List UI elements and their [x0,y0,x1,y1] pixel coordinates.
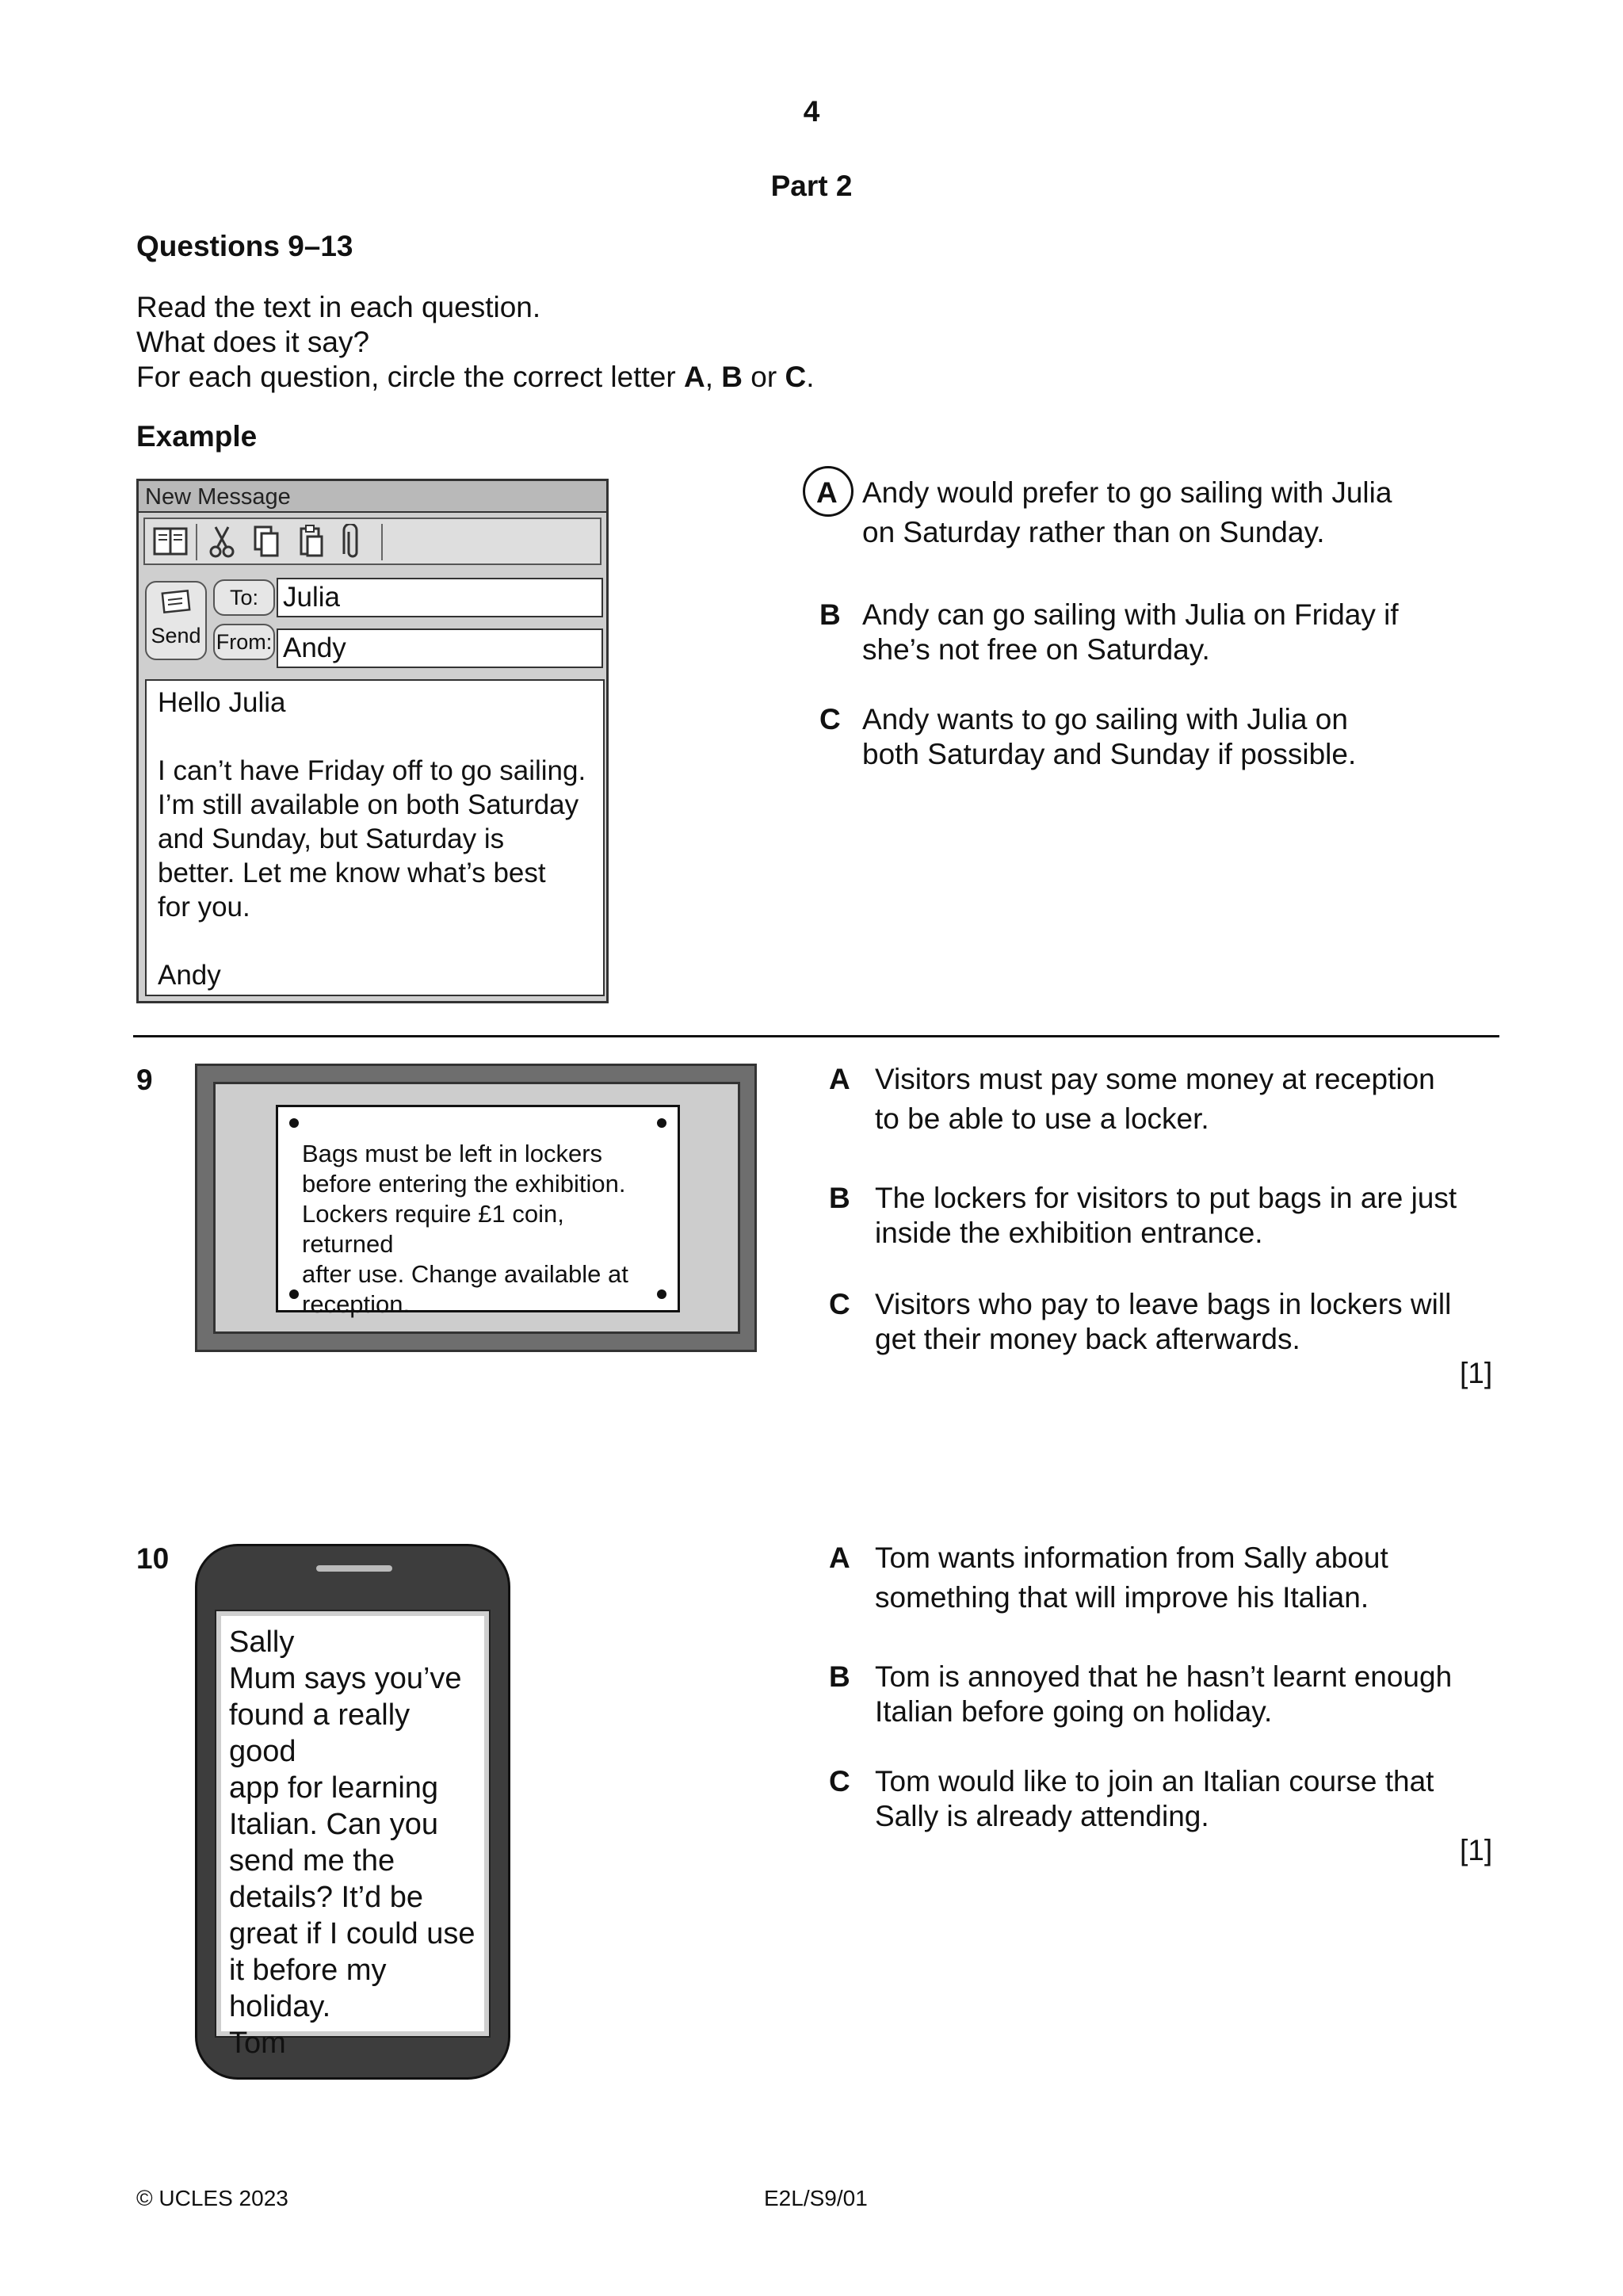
instruction-line: Read the text in each question. [136,291,541,323]
footer-code: E2L/S9/01 [764,2186,868,2210]
mark-allocation: [1] [1460,1834,1493,1866]
email-body-line [158,720,592,754]
address-book-icon [148,524,193,560]
scissors-icon [202,524,242,560]
to-field[interactable]: Julia [277,578,603,617]
example-label: Example [136,420,258,453]
send-icon [147,587,205,622]
speaker-icon [316,1565,392,1572]
send-label: Send [151,624,201,648]
email-body-line: I’m still available on both Saturday [158,789,579,820]
email-body-line: and Sunday, but Saturday is [158,823,505,854]
mark-allocation: [1] [1460,1357,1493,1389]
phone-screen [215,1610,491,2060]
question-number: 9 [136,1064,153,1096]
page-number: 4 [803,95,820,128]
email-body-line [158,924,592,958]
from-field[interactable]: Andy [277,628,603,668]
toolbar-separator [381,524,383,560]
pin-icon [657,1118,666,1128]
notice-text: Bags must be left in lockers before entering the exhibition. Lockers require £1 coin, returned after use. Change available at reception. [276,1105,680,1312]
instructions [136,290,814,395]
email-body-line: for you. [158,892,250,923]
pin-icon [657,1289,666,1299]
pin-icon [289,1118,299,1128]
email-body-line: better. Let me know what’s best [158,858,546,888]
email-body-line: Hello Julia [158,687,286,718]
phone [195,1544,510,2080]
instruction-line: What does it say? [136,326,370,358]
from-label: From: [213,624,275,660]
instruction-line: For each question, circle the correct letter A, B or C. [136,361,815,393]
email-title: New Message [139,481,606,513]
divider [133,1035,1499,1037]
toolbar-separator [196,524,197,560]
email-body-line: I can’t have Friday off to go sailing. [158,755,586,786]
email-body[interactable] [145,679,605,996]
paste-icon [291,524,330,560]
copy-icon [246,524,286,560]
part-heading: Part 2 [770,170,853,202]
to-label: To: [213,579,275,616]
footer-copyright: © UCLES 2023 [136,2186,288,2210]
send-button[interactable] [145,581,207,660]
email-window [136,479,609,1003]
notice-board [195,1064,757,1352]
email-body-line: Andy [158,960,221,991]
paperclip-icon [335,524,370,560]
text-message: Sally Mum says you’ve found a really good app for learning Italian. Can you send me the details? It’d be great if I could use it before my holiday. Tom [221,1616,484,2031]
email-toolbar [143,518,601,565]
question-number: 10 [136,1542,170,1575]
questions-heading: Questions 9–13 [136,230,353,262]
pin-icon [289,1289,299,1299]
